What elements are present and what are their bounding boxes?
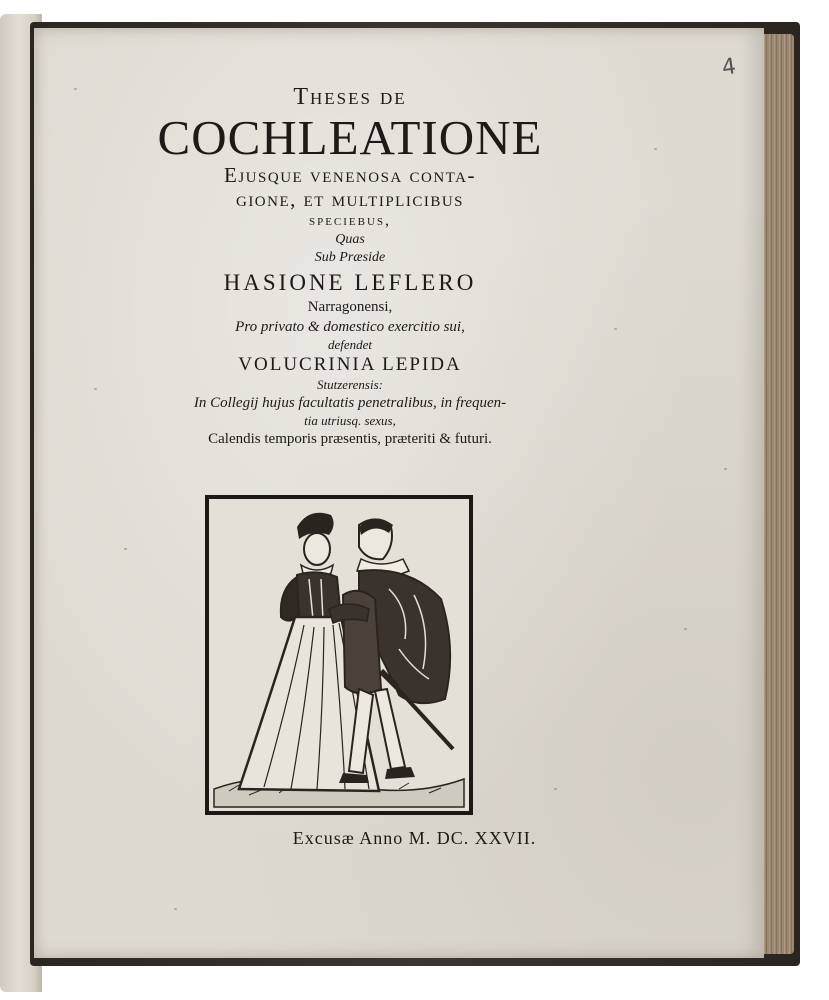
folio-number: 4 [720,54,738,81]
location-line-2: tia utriusq. sexus, [304,413,396,428]
location-line-1: In Collegij hujus facultatis penetralibus, in frequen- [193,395,507,411]
date-line: Calendis temporis præsentis, præteriti & futuri. [208,431,492,447]
title-line-theses: Theses de [293,84,407,110]
quas-line: Quas [335,232,365,247]
imprint-line: Excusæ Anno M. DC. XXVII. [292,828,537,848]
respondent-origin: Stutzerensis: [317,377,383,392]
praeses-origin: Narragonensi, [307,299,393,315]
respondent-name: VOLUCRINIA LEPIDA [238,354,462,375]
woodcut-couple-icon [205,495,473,815]
praeside-line: Sub Præside [314,250,386,265]
exercise-line: Pro privato & domestico exercitio sui, [235,319,465,335]
subtitle-line-3: speciebus, [308,212,392,229]
defendet-line: defendet [327,337,373,352]
title-text-block [100,80,600,449]
subtitle-line-1: Ejusque venenosa conta- [224,163,476,187]
main-title: COCHLEATIONE [157,110,543,165]
praeses-name: HASIONE LEFLERO [223,270,477,295]
subtitle-line-2: gione, et multiplicibus [235,187,465,211]
